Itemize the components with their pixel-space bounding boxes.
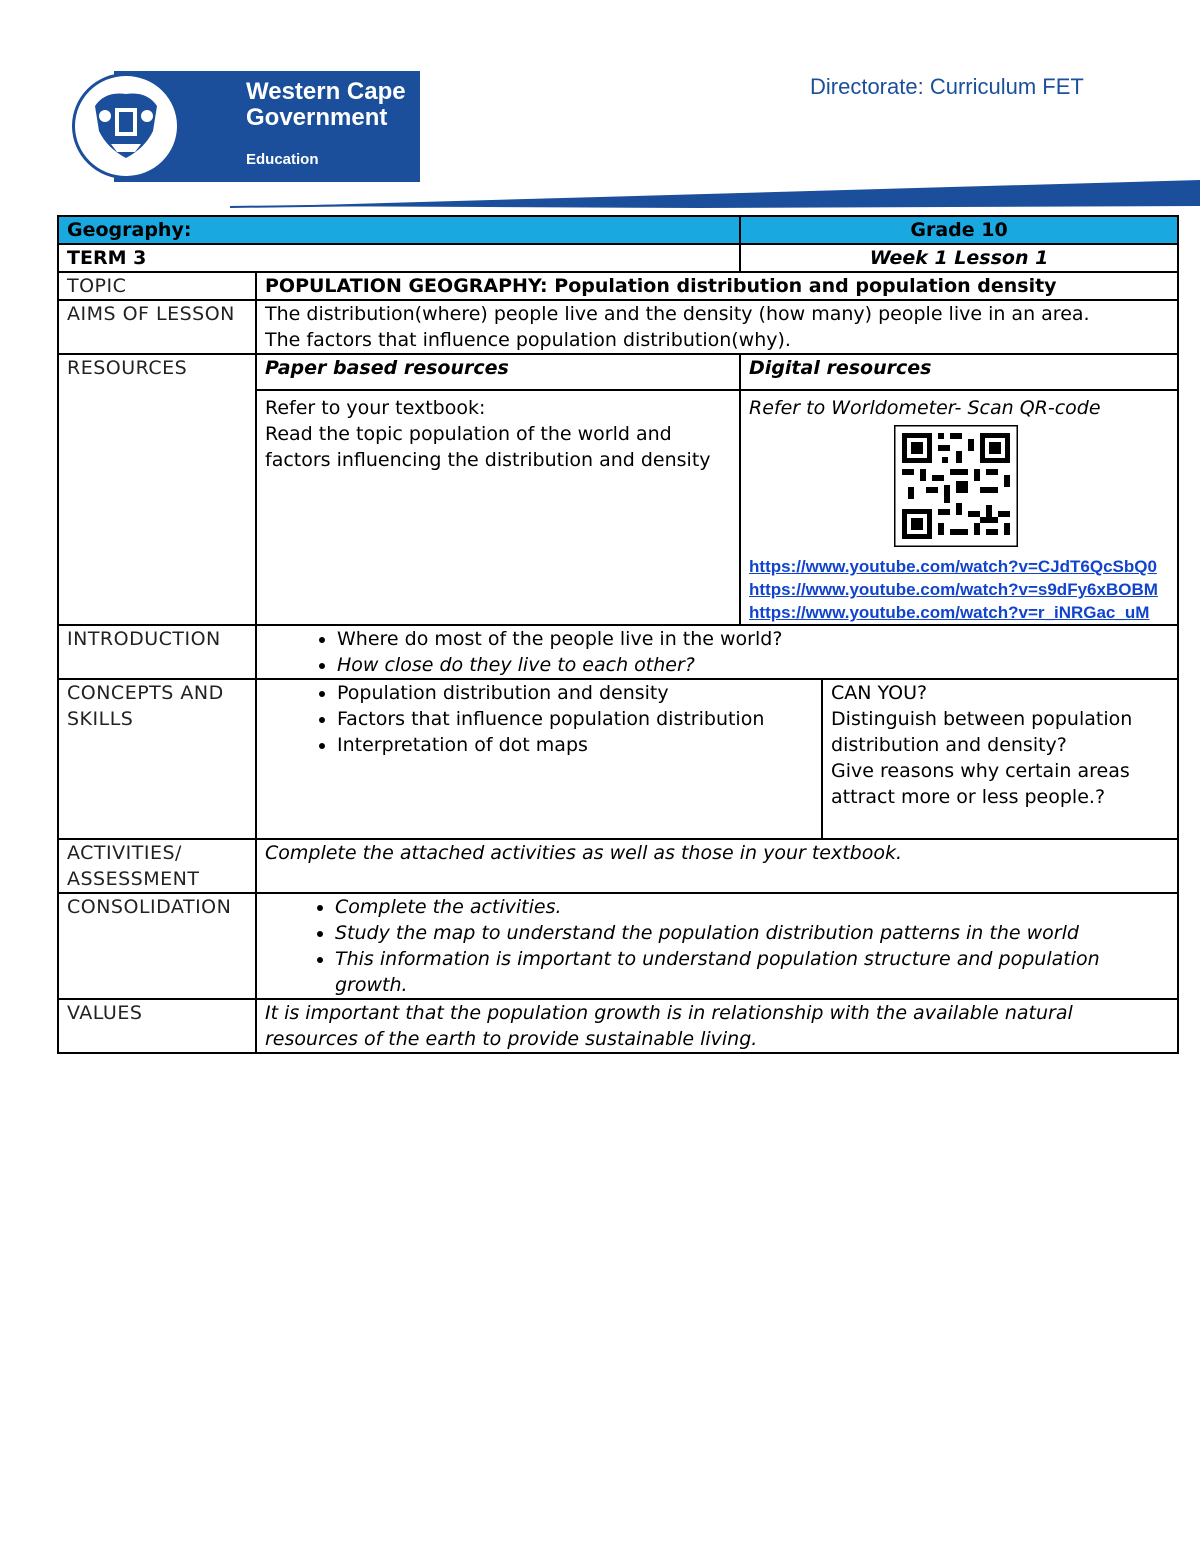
concepts-value xyxy=(256,679,822,839)
week-cell: Week 1 Lesson 1 xyxy=(740,244,1178,272)
activities-row xyxy=(58,839,1178,893)
logo-line3: Education xyxy=(246,151,319,168)
can-you-line1: Distinguish between population distribution and density? xyxy=(831,708,1133,756)
consolidation-item-3: • This information is important to understand population structure and population growth. xyxy=(335,946,1169,998)
resources-label: RESOURCES xyxy=(58,354,256,625)
paper-resources xyxy=(256,390,740,625)
qr-code-icon[interactable] xyxy=(894,425,1018,547)
topic-row xyxy=(58,272,1178,300)
youtube-link-1[interactable]: https://www.youtube.com/watch?v=CJdT6QcSbQ0 xyxy=(749,557,1157,576)
intro-item-2: • How close do they live to each other? xyxy=(337,652,1169,678)
topic-value: POPULATION GEOGRAPHY: Population distribution and population density xyxy=(256,272,1178,300)
logo-line1: Western Cape xyxy=(246,78,406,105)
table-header-row xyxy=(58,216,1178,244)
paper-line1: Refer to your textbook: xyxy=(265,397,486,419)
activities-label xyxy=(58,839,256,893)
youtube-link-2[interactable]: https://www.youtube.com/watch?v=s9dFy6xBOBM xyxy=(749,580,1158,599)
aims-row xyxy=(58,300,1178,354)
digital-heading: Digital resources xyxy=(740,354,1178,390)
can-you-cell xyxy=(822,679,1178,839)
term-row xyxy=(58,244,1178,272)
values-row xyxy=(58,999,1178,1053)
concept-item-1: • Population distribution and density xyxy=(337,680,813,706)
youtube-links xyxy=(749,555,1173,624)
coat-of-arms-icon xyxy=(72,73,180,179)
aims-value xyxy=(256,300,1178,354)
digital-line1: Refer to Worldometer- Scan QR-code xyxy=(749,397,1101,419)
concepts-label xyxy=(58,679,256,839)
logo xyxy=(58,71,420,182)
values-label: VALUES xyxy=(58,999,256,1053)
logo-line2: Government xyxy=(246,104,388,131)
aims-line2: The factors that influence population distribution(why). xyxy=(265,329,791,351)
consolidation-item-1: • Complete the activities. xyxy=(335,894,1169,920)
can-you-heading: CAN YOU? xyxy=(831,682,928,704)
term-cell: TERM 3 xyxy=(58,244,740,272)
subject-cell: Geography: xyxy=(58,216,740,244)
topic-label: TOPIC xyxy=(58,272,256,300)
introduction-value xyxy=(256,625,1178,679)
activities-label-line2: ASSESSMENT xyxy=(67,868,200,890)
introduction-label: INTRODUCTION xyxy=(58,625,256,679)
directorate-title: Directorate: Curriculum FET xyxy=(810,74,1084,99)
paper-heading: Paper based resources xyxy=(256,354,740,390)
consolidation-item-2: • Study the map to understand the population distribution patterns in the world xyxy=(335,920,1169,946)
youtube-link-3[interactable]: https://www.youtube.com/watch?v=r_iNRGac_uM xyxy=(749,603,1150,622)
header-swoosh-icon xyxy=(0,176,1200,212)
resources-heading-row xyxy=(58,354,1178,390)
can-you-line2: Give reasons why certain areas attract more or less people.? xyxy=(831,760,1130,808)
concepts-label-line2: SKILLS xyxy=(67,708,134,730)
consolidation-row xyxy=(58,893,1178,999)
paper-line2: Read the topic population of the world and factors influencing the distribution and density xyxy=(265,423,711,471)
concepts-label-line1: CONCEPTS AND xyxy=(67,682,224,704)
aims-line1: The distribution(where) people live and the density (how many) people live in an area. xyxy=(265,303,1090,325)
grade-cell: Grade 10 xyxy=(740,216,1178,244)
intro-item-1: • Where do most of the people live in the world? xyxy=(337,626,1169,652)
introduction-row xyxy=(58,625,1178,679)
concept-item-2: • Factors that influence population distribution xyxy=(337,706,813,732)
consolidation-label: CONSOLIDATION xyxy=(58,893,256,999)
values-value: It is important that the population growth is in relationship with the available natural resources of the earth to provide sustainable living. xyxy=(256,999,1178,1053)
activities-value: Complete the attached activities as well as those in your textbook. xyxy=(256,839,1178,893)
concept-item-3: • Interpretation of dot maps xyxy=(337,732,813,758)
concepts-row xyxy=(58,679,1178,839)
aims-label: AIMS OF LESSON xyxy=(58,300,256,354)
lesson-plan-table xyxy=(57,215,1179,1054)
digital-resources xyxy=(740,390,1178,625)
activities-label-line1: ACTIVITIES/ xyxy=(67,842,182,864)
consolidation-value xyxy=(256,893,1178,999)
